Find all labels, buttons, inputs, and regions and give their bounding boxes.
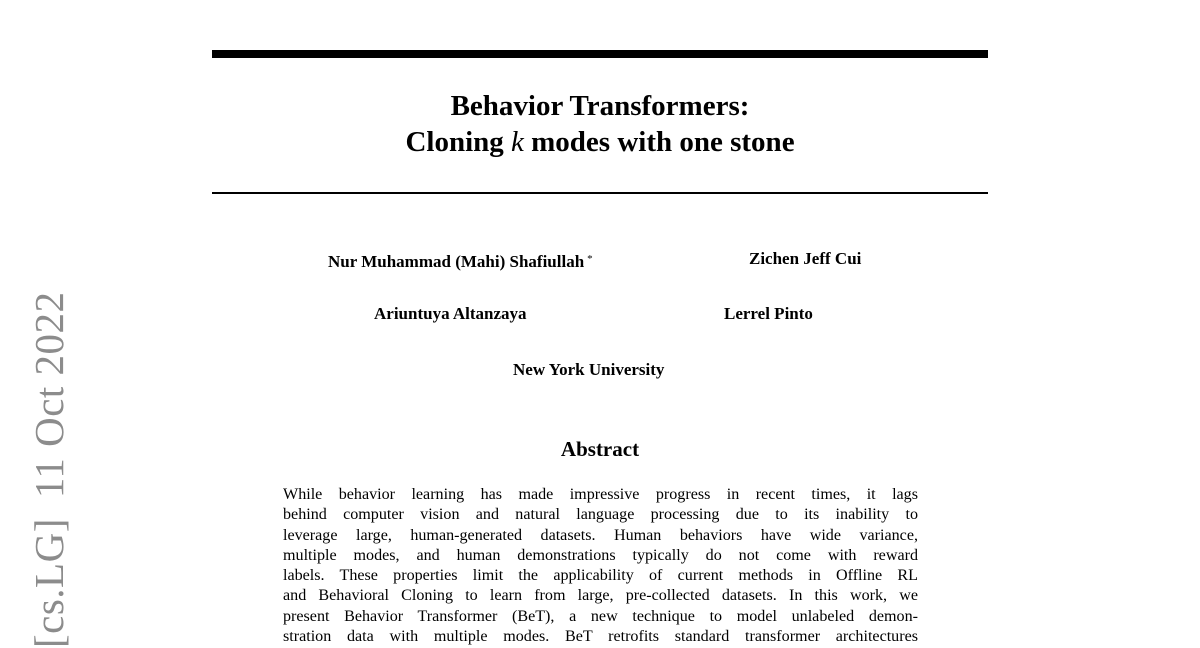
abstract-line: multiple modes, and human demonstrations typically do not come with reward (283, 546, 918, 564)
author-name: Zichen Jeff Cui (749, 249, 862, 268)
abstract-line: leverage large, human-generated datasets. Human behaviors have wide variance, (283, 526, 918, 544)
title-line-1: Behavior Transformers: (450, 90, 750, 122)
title-line-2-before: Cloning (405, 126, 512, 158)
paper-title (212, 88, 988, 160)
abstract-line: labels. These properties limit the applicability of current methods in Offline RL (283, 567, 918, 585)
author-footnote-mark: * (587, 253, 593, 265)
arxiv-side-stamp (28, 291, 70, 648)
arxiv-category: [cs.LG] (26, 518, 72, 648)
author-name: Ariuntuya Altanzaya (374, 304, 527, 323)
abstract-line: and Behavioral Cloning to learn from large, pre-collected datasets. In this work, we (283, 587, 918, 605)
abstract-line: present Behavior Transformer (BeT), a new technique to model unlabeled demon- (283, 607, 918, 625)
title-top-rule (212, 50, 988, 58)
author-altanzaya (374, 304, 527, 324)
author-name: Nur Muhammad (Mahi) Shafiullah (328, 252, 585, 271)
title-line-2 (212, 124, 988, 160)
author-cui (749, 249, 861, 269)
abstract-line: behind computer vision and natural language processing due to its inability to (283, 506, 918, 524)
title-variable-k: k (511, 126, 524, 158)
arxiv-date: 11 Oct 2022 (26, 291, 72, 499)
author-pinto (724, 304, 813, 324)
abstract-line: While behavior learning has made impressive progress in recent times, it lags (283, 486, 918, 503)
abstract-line: stration data with multiple modes. BeT retrofits standard transformer architectures (283, 628, 918, 646)
author-name: Lerrel Pinto (724, 304, 813, 323)
title-line-2-after: modes with one stone (523, 126, 795, 158)
abstract-heading: Abstract (560, 437, 640, 461)
author-shafiullah (328, 249, 593, 272)
abstract-body (283, 485, 918, 647)
affiliation: New York University (513, 360, 665, 379)
title-bottom-rule (212, 192, 988, 194)
